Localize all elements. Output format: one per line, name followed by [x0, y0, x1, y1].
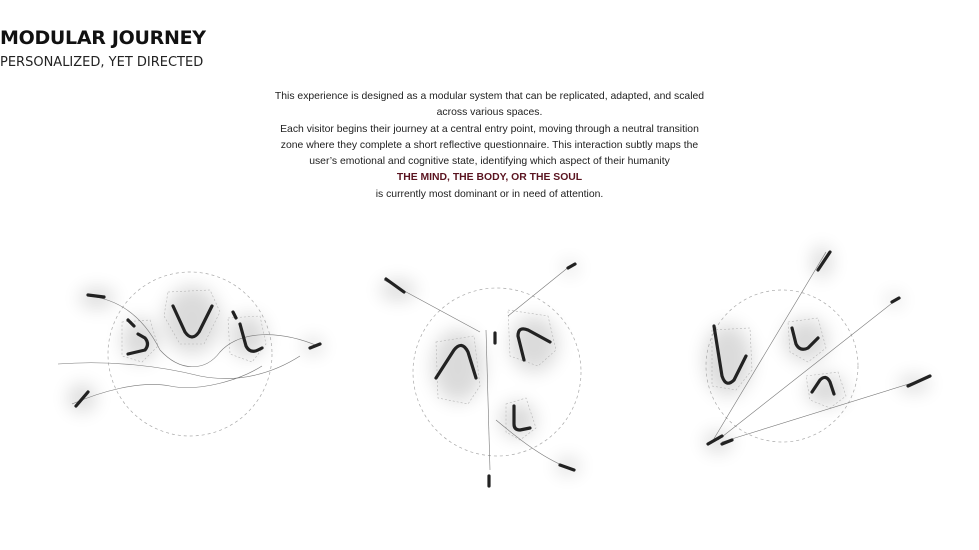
description-emphasis: THE MIND, THE BODY, OR THE SOUL [396, 172, 583, 184]
layout-one-shadows [68, 286, 323, 412]
description-line: This experience is designed as a modular system that can be replicated, adapted, and scaled [274, 91, 705, 102]
layout-one-diagram [58, 272, 323, 436]
layout-three-diagram [704, 246, 930, 452]
description-line: user’s emotional and cognitive state, identifying which aspect of their humanity [309, 156, 670, 168]
description-line: zone where they complete a short reflective questionnaire. This interaction subtly maps the [280, 139, 699, 151]
description-line: across various spaces. [436, 107, 543, 119]
description-line: is currently most dominant or in need of attention. [375, 188, 604, 200]
page-subtitle: PERSONALIZED, YET DIRECTED [0, 55, 204, 70]
layout-two-diagram [380, 262, 581, 486]
module-soul-one [233, 312, 236, 318]
module-wall-one [88, 295, 104, 297]
description-line: Each visitor begins their journey at a central entry point, moving through a neutral transition [280, 123, 699, 135]
page-title: MODULAR JOURNEY [0, 27, 206, 49]
layout-three-shadows [704, 246, 930, 452]
